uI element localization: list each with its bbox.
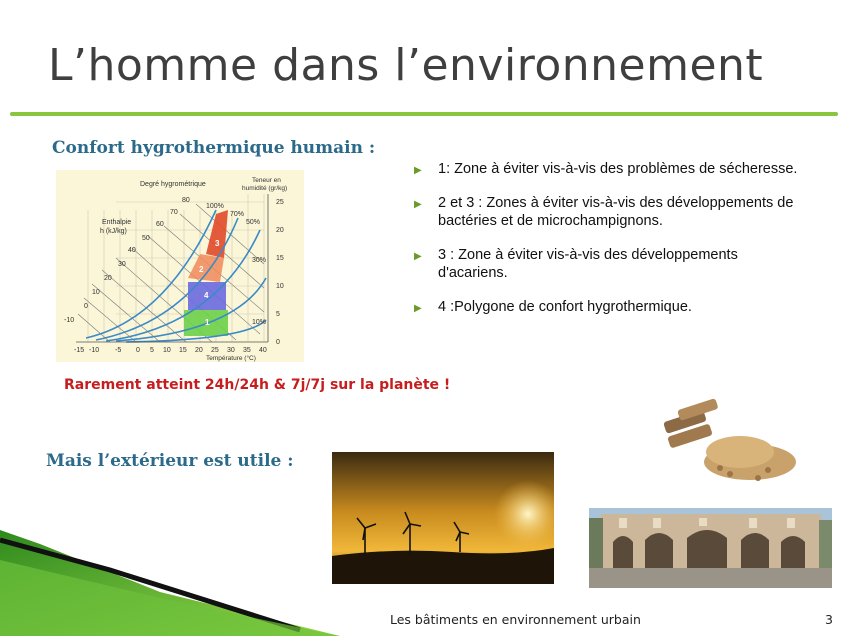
enthalpy-tick: 40	[128, 247, 136, 254]
decorative-swoosh	[0, 530, 340, 636]
enthalpy-tick: 60	[156, 221, 164, 228]
rh-label: 100%	[206, 203, 224, 210]
zone-label: 3	[215, 239, 220, 248]
bullet-list	[412, 160, 802, 332]
page-number: 3	[825, 612, 833, 627]
triangle-right-icon: ▶	[414, 251, 422, 262]
title-underline	[10, 112, 838, 116]
bullet-item: ▶ 4 :Polygone de confort hygrothermique.	[412, 298, 802, 316]
label-degre: Degré hygrométrique	[140, 181, 206, 188]
label-teneur-1: Teneur en	[252, 177, 281, 184]
x-tick: 25	[211, 347, 219, 354]
label-enthalpie-2: h (kJ/kg)	[100, 228, 127, 235]
x-tick: -5	[115, 347, 122, 354]
x-tick: 40	[259, 347, 267, 354]
bullet-item: ▶ 2 et 3 : Zones à éviter vis-à-vis des développements de bactéries et de microchampignons.	[414, 195, 794, 229]
y-tick: 10	[276, 283, 284, 290]
enthalpy-tick: 70	[170, 209, 178, 216]
x-tick: 35	[243, 347, 251, 354]
rh-label: 10%	[252, 319, 267, 326]
x-tick: 30	[227, 347, 235, 354]
footer-text: Les bâtiments en environnement urbain	[390, 612, 641, 627]
label-teneur-2: humidité (gr/kg)	[242, 185, 288, 192]
label-enthalpie-1: Enthalpie	[102, 219, 132, 226]
x-tick: 5	[150, 347, 154, 354]
zone-label: 4	[204, 291, 209, 300]
section-heading-exterieur: Mais l’extérieur est utile :	[46, 451, 294, 471]
slide-title: L’homme dans l’environnement	[48, 40, 764, 91]
enthalpy-tick: 30	[118, 261, 126, 268]
enthalpy-tick: 80	[182, 197, 190, 204]
arcade-street-image	[589, 508, 832, 588]
y-tick: 20	[276, 227, 284, 234]
x-tick: 20	[195, 347, 203, 354]
rh-label: 30%	[252, 257, 267, 264]
section-heading-confort: Confort hygrothermique humain :	[52, 138, 376, 158]
y-tick: 5	[276, 311, 280, 318]
label-temperature: Température (°C)	[206, 355, 256, 362]
y-tick: 0	[276, 339, 280, 346]
wood-pellets-image	[650, 396, 800, 488]
enthalpy-tick: 50	[142, 235, 150, 242]
x-tick: -10	[89, 347, 100, 354]
bullet-item: ▶ 1: Zone à éviter vis-à-vis des problèmes de sécheresse.	[412, 160, 802, 178]
rh-label: 50%	[246, 219, 261, 226]
bullet-item: ▶ 3 : Zone à éviter vis-à-vis des développements d'acariens.	[414, 247, 738, 281]
psychrometric-diagram	[56, 170, 304, 362]
y-tick: 15	[276, 255, 284, 262]
zone-label: 1	[205, 318, 210, 327]
enthalpy-tick: 10	[92, 289, 100, 296]
rh-label: 70%	[230, 211, 245, 218]
wind-turbines-sunset-image	[332, 452, 554, 584]
x-tick: -15	[74, 347, 85, 354]
x-tick: 10	[163, 347, 171, 354]
y-tick: 25	[276, 199, 284, 206]
x-tick: 15	[179, 347, 187, 354]
zone-label: 2	[199, 265, 204, 274]
triangle-right-icon: ▶	[414, 303, 422, 314]
zone-3	[206, 210, 228, 258]
triangle-right-icon: ▶	[414, 199, 422, 210]
enthalpy-tick: 0	[84, 303, 88, 310]
enthalpy-tick: -10	[64, 317, 75, 324]
x-tick: 0	[136, 347, 140, 354]
tagline: Rarement atteint 24h/24h & 7j/7j sur la planète !	[64, 377, 451, 393]
enthalpy-tick: 20	[104, 275, 112, 282]
triangle-right-icon: ▶	[414, 165, 422, 176]
